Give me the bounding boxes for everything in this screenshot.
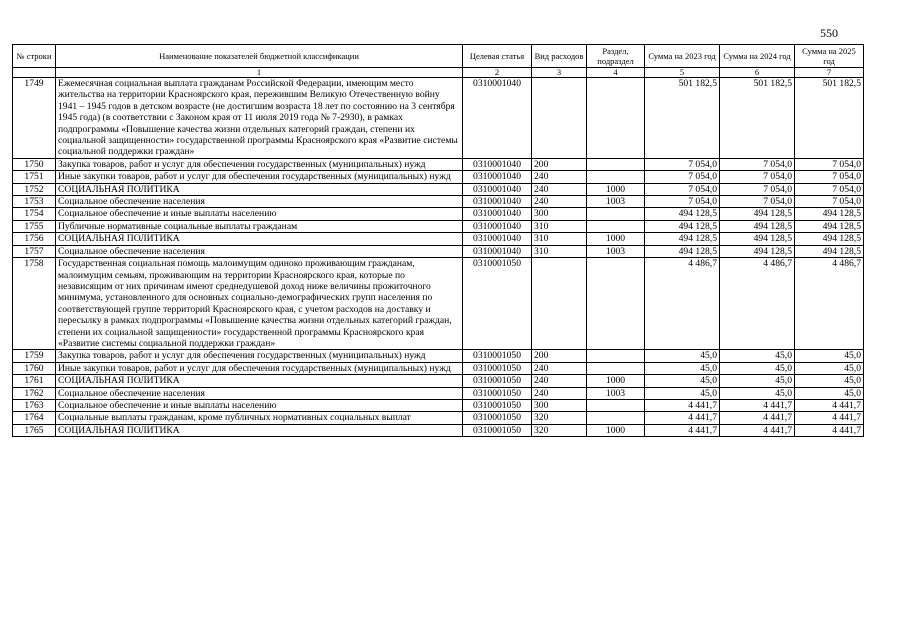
- sum-2023-cell: 494 128,5: [645, 233, 720, 245]
- section-cell: [587, 158, 645, 170]
- header-target-article: Целевая статья: [463, 45, 532, 68]
- sum-2025-cell: 45,0: [795, 350, 864, 362]
- sum-2025-cell: 45,0: [795, 387, 864, 399]
- target-article-cell: 0310001050: [463, 350, 532, 362]
- target-article-cell: 0310001050: [463, 258, 532, 350]
- sum-2023-cell: 494 128,5: [645, 208, 720, 220]
- row-number-cell: 1749: [13, 78, 56, 159]
- target-article-cell: 0310001040: [463, 158, 532, 170]
- sum-2025-cell: 494 128,5: [795, 208, 864, 220]
- row-number-cell: 1753: [13, 196, 56, 208]
- sum-2024-cell: 494 128,5: [720, 233, 795, 245]
- target-article-cell: 0310001050: [463, 424, 532, 436]
- row-number-cell: 1756: [13, 233, 56, 245]
- column-number: 1: [56, 68, 463, 78]
- section-cell: 1003: [587, 196, 645, 208]
- expense-type-cell: [532, 78, 587, 159]
- section-cell: 1000: [587, 375, 645, 387]
- expense-type-cell: 240: [532, 375, 587, 387]
- row-name-cell: Публичные нормативные социальные выплаты гражданам: [56, 220, 463, 232]
- sum-2024-cell: 494 128,5: [720, 220, 795, 232]
- row-number-cell: 1751: [13, 171, 56, 183]
- sum-2024-cell: 7 054,0: [720, 196, 795, 208]
- sum-2023-cell: 45,0: [645, 362, 720, 374]
- header-row-number: № строки: [13, 45, 56, 68]
- table-row: [13, 399, 864, 411]
- table-row: [13, 158, 864, 170]
- sum-2024-cell: 45,0: [720, 350, 795, 362]
- expense-type-cell: 240: [532, 196, 587, 208]
- expense-type-cell: 200: [532, 350, 587, 362]
- row-number-cell: 1758: [13, 258, 56, 350]
- section-cell: 1000: [587, 233, 645, 245]
- row-name-cell: Иные закупки товаров, работ и услуг для обеспечения государственных (муниципальных) нужд: [56, 171, 463, 183]
- row-number-cell: 1764: [13, 412, 56, 424]
- section-cell: [587, 220, 645, 232]
- target-article-cell: 0310001040: [463, 208, 532, 220]
- sum-2024-cell: 4 441,7: [720, 424, 795, 436]
- sum-2025-cell: 494 128,5: [795, 245, 864, 257]
- row-name-cell: Ежемесячная социальная выплата гражданам Российской Федерации, имеющим место жительства на территории Красноярского края, пережившим Великую Отечественную войну 1941 – 1945 годов в детском возрасте (не достигшим возраста 18 лет по состоянию на 3 сентября 1945 года) (в соответствии с Законом края от 11 июля 2019 года № 7-2930), в рамках подпрограммы «Повышение качества жизни отдельных категорий граждан, степени их социальной защищенности» государственной программы Красноярского края «Развитие системы социальной поддержки граждан»: [56, 78, 463, 159]
- expense-type-cell: 320: [532, 424, 587, 436]
- header-expense-type: Вид расходов: [532, 45, 587, 68]
- target-article-cell: 0310001040: [463, 233, 532, 245]
- header-section: Раздел, подраздел: [587, 45, 645, 68]
- sum-2024-cell: 494 128,5: [720, 208, 795, 220]
- table-row: [13, 375, 864, 387]
- table-body: [13, 78, 864, 437]
- section-cell: 1003: [587, 245, 645, 257]
- row-name-cell: Социальное обеспечение и иные выплаты населению: [56, 208, 463, 220]
- row-name-cell: СОЦИАЛЬНАЯ ПОЛИТИКА: [56, 424, 463, 436]
- sum-2025-cell: 4 441,7: [795, 412, 864, 424]
- row-name-cell: Социальное обеспечение и иные выплаты населению: [56, 399, 463, 411]
- row-name-cell: СОЦИАЛЬНАЯ ПОЛИТИКА: [56, 375, 463, 387]
- sum-2023-cell: 494 128,5: [645, 220, 720, 232]
- target-article-cell: 0310001050: [463, 412, 532, 424]
- sum-2025-cell: 4 486,7: [795, 258, 864, 350]
- section-cell: 1000: [587, 424, 645, 436]
- table-row: [13, 387, 864, 399]
- expense-type-cell: 310: [532, 233, 587, 245]
- expense-type-cell: 300: [532, 399, 587, 411]
- sum-2024-cell: 7 054,0: [720, 171, 795, 183]
- sum-2024-cell: 45,0: [720, 387, 795, 399]
- target-article-cell: 0310001050: [463, 387, 532, 399]
- sum-2024-cell: 7 054,0: [720, 183, 795, 195]
- section-cell: [587, 208, 645, 220]
- table-row: [13, 245, 864, 257]
- sum-2024-cell: 501 182,5: [720, 78, 795, 159]
- table-row: [13, 78, 864, 159]
- sum-2023-cell: 45,0: [645, 387, 720, 399]
- row-number-cell: 1763: [13, 399, 56, 411]
- sum-2023-cell: 494 128,5: [645, 245, 720, 257]
- row-name-cell: СОЦИАЛЬНАЯ ПОЛИТИКА: [56, 233, 463, 245]
- row-number-cell: 1750: [13, 158, 56, 170]
- sum-2025-cell: 7 054,0: [795, 171, 864, 183]
- page-number: 550: [820, 26, 838, 40]
- row-name-cell: Закупка товаров, работ и услуг для обеспечения государственных (муниципальных) нужд: [56, 158, 463, 170]
- column-number: 7: [795, 68, 864, 78]
- table-row: [13, 412, 864, 424]
- section-cell: [587, 258, 645, 350]
- row-name-cell: Социальное обеспечение населения: [56, 387, 463, 399]
- expense-type-cell: 310: [532, 220, 587, 232]
- target-article-cell: 0310001040: [463, 196, 532, 208]
- table-row: [13, 350, 864, 362]
- sum-2023-cell: 7 054,0: [645, 196, 720, 208]
- sum-2024-cell: 494 128,5: [720, 245, 795, 257]
- header-sum-2023: Сумма на 2023 год: [645, 45, 720, 68]
- sum-2025-cell: 501 182,5: [795, 78, 864, 159]
- section-cell: 1000: [587, 183, 645, 195]
- sum-2023-cell: 4 486,7: [645, 258, 720, 350]
- table-row: [13, 258, 864, 350]
- row-number-cell: 1765: [13, 424, 56, 436]
- column-number-row: [13, 68, 864, 78]
- column-number: 6: [720, 68, 795, 78]
- sum-2024-cell: 4 486,7: [720, 258, 795, 350]
- target-article-cell: 0310001040: [463, 183, 532, 195]
- table-row: [13, 171, 864, 183]
- row-name-cell: Закупка товаров, работ и услуг для обеспечения государственных (муниципальных) нужд: [56, 350, 463, 362]
- table-row: [13, 208, 864, 220]
- section-cell: [587, 171, 645, 183]
- row-name-cell: Социальное обеспечение населения: [56, 245, 463, 257]
- sum-2024-cell: 4 441,7: [720, 399, 795, 411]
- header-sum-2024: Сумма на 2024 год: [720, 45, 795, 68]
- section-cell: [587, 78, 645, 159]
- table-row: [13, 424, 864, 436]
- expense-type-cell: [532, 258, 587, 350]
- budget-table: [12, 44, 864, 437]
- row-number-cell: 1752: [13, 183, 56, 195]
- expense-type-cell: 240: [532, 171, 587, 183]
- target-article-cell: 0310001040: [463, 78, 532, 159]
- header-row: [13, 45, 864, 68]
- target-article-cell: 0310001050: [463, 362, 532, 374]
- sum-2025-cell: 494 128,5: [795, 220, 864, 232]
- sum-2025-cell: 7 054,0: [795, 158, 864, 170]
- header-sum-2025: Сумма на 2025 год: [795, 45, 864, 68]
- section-cell: 1003: [587, 387, 645, 399]
- sum-2025-cell: 7 054,0: [795, 183, 864, 195]
- row-name-cell: СОЦИАЛЬНАЯ ПОЛИТИКА: [56, 183, 463, 195]
- row-number-cell: 1757: [13, 245, 56, 257]
- table-row: [13, 196, 864, 208]
- section-cell: [587, 350, 645, 362]
- row-number-cell: 1761: [13, 375, 56, 387]
- sum-2024-cell: 4 441,7: [720, 412, 795, 424]
- table-row: [13, 183, 864, 195]
- sum-2023-cell: 45,0: [645, 350, 720, 362]
- row-number-cell: 1755: [13, 220, 56, 232]
- row-number-cell: 1759: [13, 350, 56, 362]
- target-article-cell: 0310001040: [463, 171, 532, 183]
- sum-2023-cell: 4 441,7: [645, 424, 720, 436]
- expense-type-cell: 240: [532, 362, 587, 374]
- sum-2023-cell: 7 054,0: [645, 171, 720, 183]
- sum-2023-cell: 4 441,7: [645, 399, 720, 411]
- sum-2025-cell: 4 441,7: [795, 399, 864, 411]
- target-article-cell: 0310001040: [463, 245, 532, 257]
- header-name: Наименование показателей бюджетной классификации: [56, 45, 463, 68]
- column-number: 5: [645, 68, 720, 78]
- sum-2024-cell: 45,0: [720, 362, 795, 374]
- section-cell: [587, 399, 645, 411]
- section-cell: [587, 412, 645, 424]
- row-name-cell: Социальные выплаты гражданам, кроме публичных нормативных социальных выплат: [56, 412, 463, 424]
- sum-2025-cell: 45,0: [795, 375, 864, 387]
- sum-2023-cell: 4 441,7: [645, 412, 720, 424]
- sum-2025-cell: 7 054,0: [795, 196, 864, 208]
- row-number-cell: 1754: [13, 208, 56, 220]
- row-name-cell: Иные закупки товаров, работ и услуг для обеспечения государственных (муниципальных) нужд: [56, 362, 463, 374]
- table-row: [13, 233, 864, 245]
- table-row: [13, 220, 864, 232]
- sum-2025-cell: 45,0: [795, 362, 864, 374]
- row-number-cell: 1760: [13, 362, 56, 374]
- expense-type-cell: 300: [532, 208, 587, 220]
- column-number: 2: [463, 68, 532, 78]
- table-row: [13, 362, 864, 374]
- column-number: 3: [532, 68, 587, 78]
- section-cell: [587, 362, 645, 374]
- target-article-cell: 0310001050: [463, 375, 532, 387]
- expense-type-cell: 320: [532, 412, 587, 424]
- expense-type-cell: 240: [532, 183, 587, 195]
- sum-2023-cell: 45,0: [645, 375, 720, 387]
- target-article-cell: 0310001050: [463, 399, 532, 411]
- expense-type-cell: 200: [532, 158, 587, 170]
- sum-2024-cell: 45,0: [720, 375, 795, 387]
- row-name-cell: Социальное обеспечение населения: [56, 196, 463, 208]
- row-number-cell: 1762: [13, 387, 56, 399]
- sum-2025-cell: 4 441,7: [795, 424, 864, 436]
- row-name-cell: Государственная социальная помощь малоимущим одиноко проживающим гражданам, малоимущим семьям, проживающим на территории Красноярского края, которые по независящим от них причинам имеют среднедушевой доход ниже величины прожиточного минимума, установленного для основных социально-демографических групп населения по соответствующей группе территорий Красноярского края, с учетом расходов на доставку и пересылку в рамках подпрограммы «Повышение качества жизни отдельных категорий граждан, степени их социальной защищенности» государственной программы Красноярского края «Развитие системы социальной поддержки граждан»: [56, 258, 463, 350]
- column-number: [13, 68, 56, 78]
- target-article-cell: 0310001040: [463, 220, 532, 232]
- column-number: 4: [587, 68, 645, 78]
- sum-2024-cell: 7 054,0: [720, 158, 795, 170]
- sum-2025-cell: 494 128,5: [795, 233, 864, 245]
- sum-2023-cell: 7 054,0: [645, 183, 720, 195]
- expense-type-cell: 240: [532, 387, 587, 399]
- expense-type-cell: 310: [532, 245, 587, 257]
- sum-2023-cell: 7 054,0: [645, 158, 720, 170]
- sum-2023-cell: 501 182,5: [645, 78, 720, 159]
